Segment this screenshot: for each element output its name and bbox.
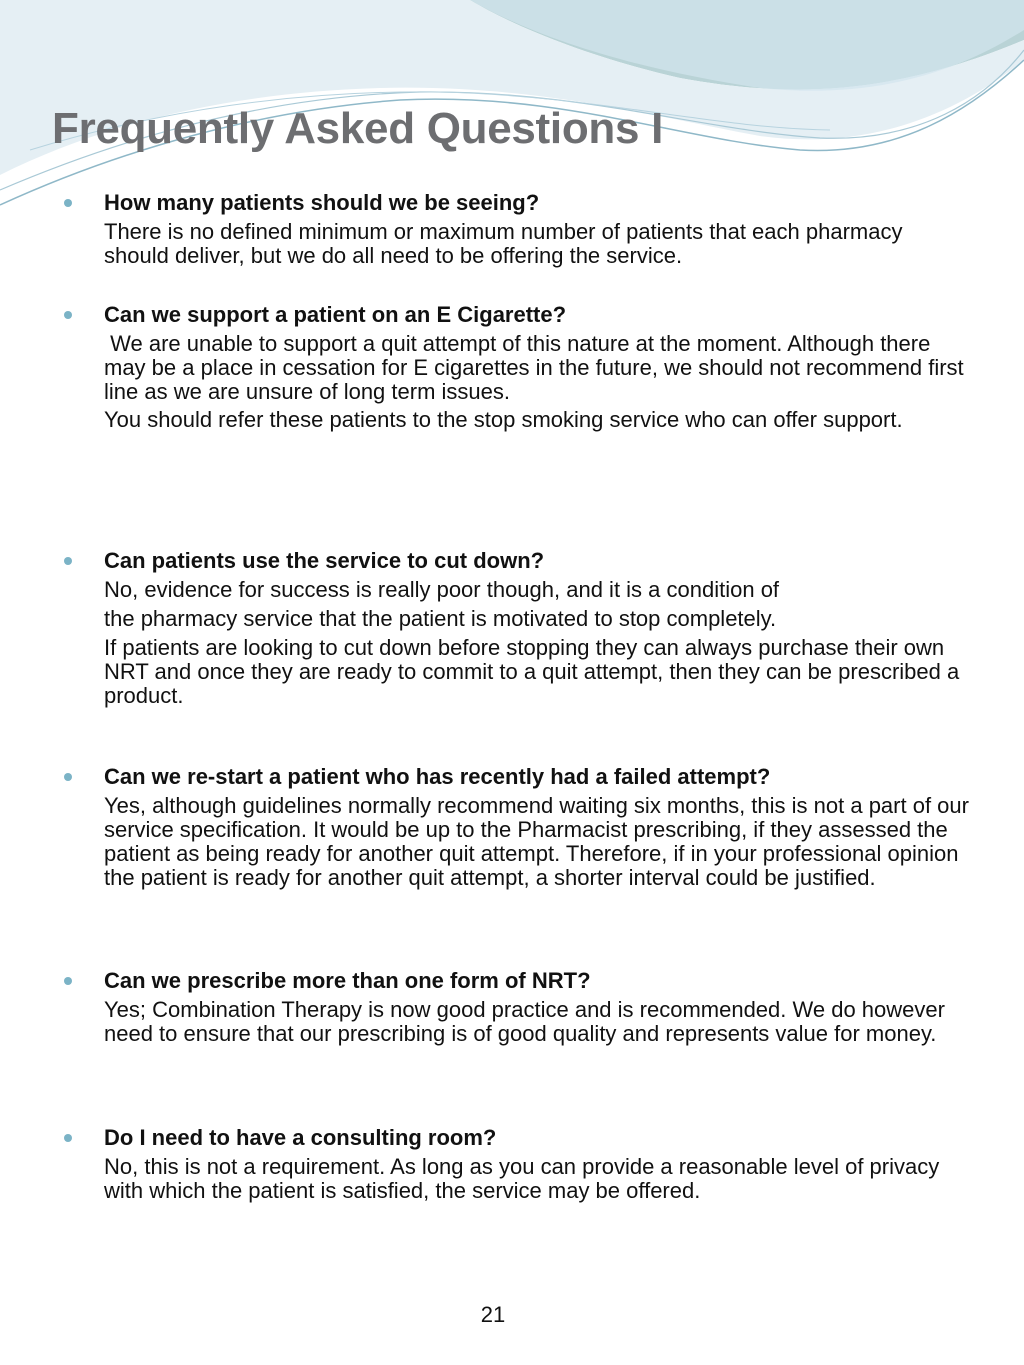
bullet-icon — [64, 311, 72, 319]
bullet-icon — [64, 1134, 72, 1142]
faq-answer: Yes; Combination Therapy is now good practice and is recommended. We do however need to ensure that our prescribing is of good quality and represents value for money. — [104, 997, 945, 1046]
faq-answer: the pharmacy service that the patient is motivated to stop completely. — [104, 606, 777, 631]
bullet-icon — [64, 557, 72, 565]
faq-answer: There is no defined minimum or maximum number of patients that each pharmacy should deliver, but we do all need to be offering the service. — [104, 219, 903, 268]
bullet-icon — [64, 773, 72, 781]
faq-question: How many patients should we be seeing? — [104, 190, 540, 215]
faq-answer: No, evidence for success is really poor though, and it is a condition of — [104, 577, 780, 602]
faq-question: Do I need to have a consulting room? — [104, 1125, 497, 1150]
faq-answer: If patients are looking to cut down before stopping they can always purchase their own NRT and once they are ready to commit to a quit attempt, then they can be prescribed a product. — [104, 635, 960, 708]
page-number: 21 — [480, 1302, 506, 1327]
faq-answer: You should refer these patients to the stop smoking service who can offer support. — [104, 407, 903, 432]
faq-question: Can we support a patient on an E Cigarette? — [104, 302, 567, 327]
faq-answer: No, this is not a requirement. As long as you can provide a reasonable level of privacy with which the patient is satisfied, the service may be offered. — [104, 1154, 940, 1203]
faq-question: Can we prescribe more than one form of NRT? — [104, 968, 591, 993]
bullet-icon — [64, 199, 72, 207]
page-title: Frequently Asked Questions I — [52, 104, 663, 153]
faq-answer: Yes, although guidelines normally recommend waiting six months, this is not a part of our service specification. It would be up to the Pharmacist prescribing, if they assessed the patient as being ready for another quit attempt. Therefore, if in your professional opinion the patient is ready for another quit attempt, a shorter interval could be justified. — [104, 793, 969, 890]
faq-answer: We are unable to support a quit attempt of this nature at the moment. Although there may be a place in cessation for E cigarettes in the future, we should not recommend first line as we are unsure of long term issues. — [104, 331, 970, 404]
bullet-icon — [64, 977, 72, 985]
faq-question: Can patients use the service to cut down? — [104, 548, 545, 573]
faq-question: Can we re-start a patient who has recently had a failed attempt? — [104, 764, 771, 789]
